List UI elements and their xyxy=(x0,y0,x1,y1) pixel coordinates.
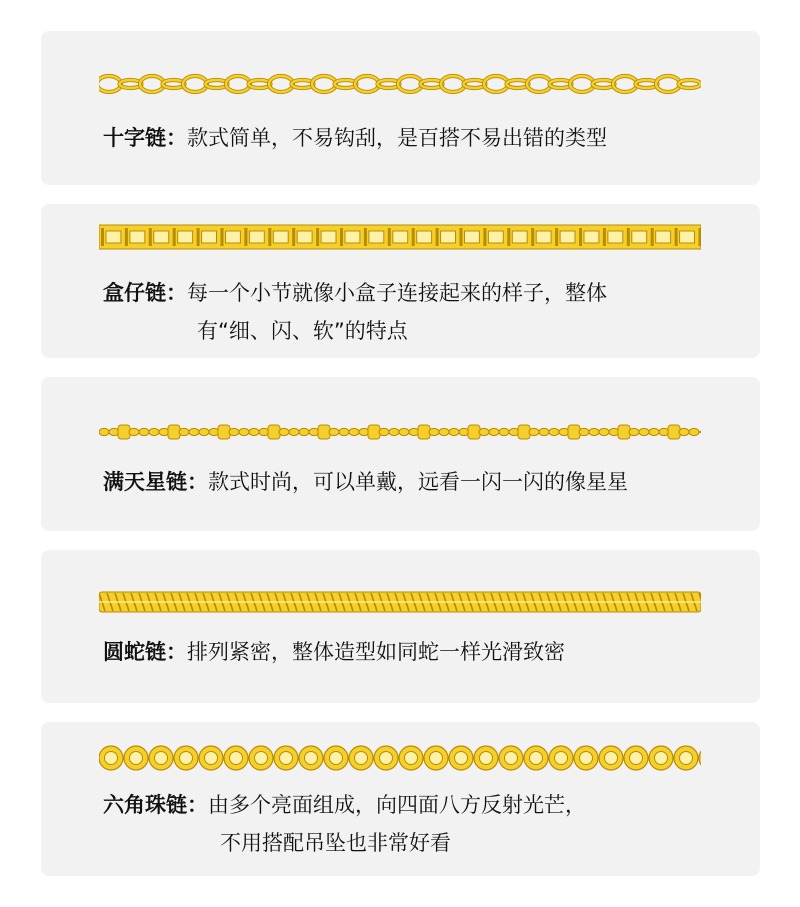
chain-card-starry xyxy=(41,377,760,531)
box-chain-image xyxy=(99,222,701,252)
chain-description-line: 不用搭配吊坠也非常好看 xyxy=(220,831,451,855)
chain-card-snake xyxy=(41,550,760,703)
chain-name: 满天星链： xyxy=(103,470,208,494)
chain-description-line: 十字链：款式简单，不易钩刮，是百搭不易出错的类型 xyxy=(103,126,607,150)
cross-chain-image xyxy=(99,69,701,99)
chain-description xyxy=(103,633,565,671)
chain-name: 十字链： xyxy=(103,126,187,150)
chain-name: 圆蛇链： xyxy=(103,640,187,664)
chain-description xyxy=(103,463,628,501)
hexagonal-bead-chain-image xyxy=(99,743,701,773)
chain-card-hexagonal-bead xyxy=(41,722,760,876)
chain-description-line: 盒仔链：每一个小节就像小盒子连接起来的样子，整体 xyxy=(103,281,607,305)
chain-description-line: 圆蛇链：排列紧密，整体造型如同蛇一样光滑致密 xyxy=(103,640,565,664)
chain-description xyxy=(103,786,586,862)
chain-description-line: 有“细、闪、软”的特点 xyxy=(197,319,408,343)
chain-card-cross xyxy=(41,31,760,185)
chain-name: 盒仔链： xyxy=(103,281,187,305)
chain-card-box xyxy=(41,204,760,358)
chain-description-line: 六角珠链：由多个亮面组成，向四面八方反射光芒， xyxy=(103,793,586,817)
chain-description-line: 满天星链：款式时尚，可以单戴，远看一闪一闪的像星星 xyxy=(103,470,628,494)
chain-description xyxy=(103,119,607,157)
snake-chain-image xyxy=(99,587,701,617)
starry-chain-image xyxy=(99,417,701,447)
chain-description xyxy=(103,274,607,350)
chain-name: 六角珠链： xyxy=(103,793,208,817)
